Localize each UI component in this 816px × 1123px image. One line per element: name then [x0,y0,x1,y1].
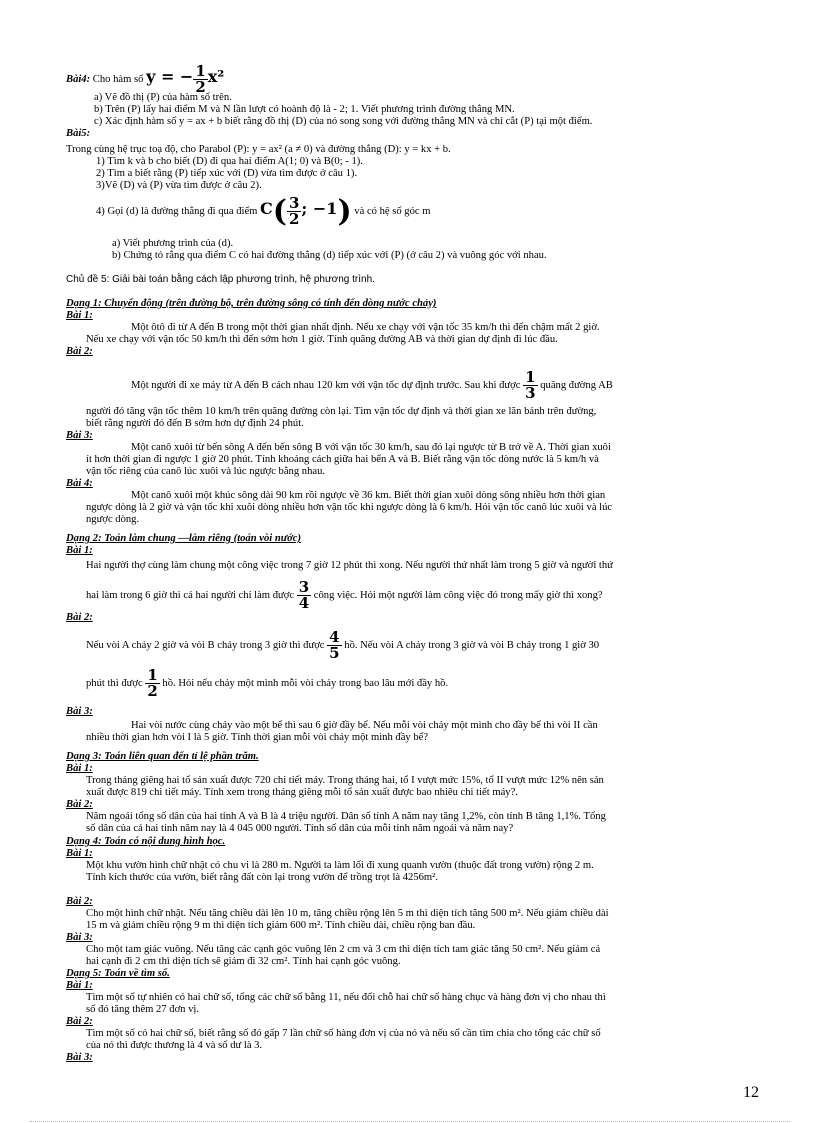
bai4-function-x2: x² [207,66,225,86]
footer-divider [30,1121,790,1122]
bai5-paren-close: ) [337,193,352,229]
dang1-bai3-l2: ít hơn thời gian đi ngược 1 giờ 20 phút. Tính khoảng cách giữa hai bến A và B. Biết rằng vận tốc dòng nước là 5 km/h và [86,454,599,465]
bai5-item-4-tail: và có hệ số góc m [354,205,431,217]
bai5-title: Bài5: [66,128,91,139]
dang3-title: Dạng 3: Toán liên quan đến tỉ lệ phần trăm. [66,751,259,762]
dang3-bai2: Bài 2: [66,799,93,810]
dang4-bai2: Bài 2: [66,896,93,907]
dang2-bai3-l2: nhiều thời gian hơn vòi I là 5 giờ. Tính thời gian mỗi vòi chảy một mình đầy bể? [86,732,429,743]
dang4-title: Dạng 4: Toán có nội dung hình học. [66,836,226,847]
dang1-bai4-l3: ngược dòng. [86,514,140,525]
dang3-bai1-l1: Trong tháng giêng hai tổ sản xuất được 720 chi tiết máy. Trong tháng hai, tổ I vượt mức 15%, tổ II vượt mức 12% nên sản [86,775,604,786]
bai5-fraction: $\frac{3}{2}$ [288,194,300,228]
dang2-title: Dạng 2: Toán làm chung —làm riêng (toán vòi nước) [66,533,302,544]
dang1-bai2-l2: người đó tăng vận tốc thêm 10 km/h trên quãng đường còn lại. Tìm vận tốc dự định và thời gian xe lăn bánh trên đường, [86,406,597,417]
dang4-bai1: Bài 1: [66,848,93,859]
dang1-title: Dạng 1: Chuyển động (trên đường bộ, trên đường sông có tính đến dòng nước chảy) [66,298,437,309]
page-number: 12 [743,1084,759,1101]
bai5-intro: Trong cùng hệ trục toạ độ, cho Parabol (P): y = ax² (a ≠ 0) và đường thẳng (D): y = kx + b. [66,144,451,155]
dang5-title: Dạng 5: Toán về tìm số. [66,968,170,979]
bai5-item-a: a) Viết phương trình của (d). [112,238,234,249]
dang5-bai1-l2: số đó tăng thêm 27 đơn vị. [86,1004,200,1015]
bai4-function-y: y = − [146,66,194,86]
dang1-bai2-l1: Một người đi xe máy từ A đến B cách nhau 120 km với vận tốc dự định trước. Sau khi được $\frac{1}{3}$ quãng đường AB [131,368,613,402]
dang2-bai2-l2: phút thì được $\frac{1}{2}$ hồ. Hỏi nếu chảy một mình mỗi vòi chảy trong bao lâu mới đầy hồ. [86,666,449,700]
dang2-bai3: Bài 3: [66,706,93,717]
bai4-item-c: c) Xác định hàm số y = ax + b biết rằng đồ thị (D) của nó song song với đường thẳng MN và chỉ cắt (P) tại một điểm. [94,116,593,127]
dang1-bai2: Bài 2: [66,346,93,357]
bai4-item-b: b) Trên (P) lấy hai điểm M và N lần lượt có hoành độ là - 2; 1. Viết phương trình đường thẳng MN. [94,104,515,115]
dang1-bai2-l3: biết rằng người đó đến B sớm hơn dự định 24 phút. [86,418,304,429]
bai4-fraction: $\frac{1}{2}$ [195,62,206,96]
dang1-bai1-l2: Nếu xe chạy với vận tốc 50 km/h thì đến sớm hơn 1 giờ. Tính quãng đường AB và thời gian dự định đi lúc đầu. [86,334,558,345]
dang1-bai4-l2: ngược dòng là 2 giờ và vận tốc khi xuôi dòng nhiều hơn vận tốc khi ngược dòng là 6 km/h. Hỏi vận tốc canô lúc xuôi và lúc [86,502,613,513]
dang1-bai1: Bài 1: [66,310,93,321]
chude5-heading: Chủ đề 5: Giải bài toán bằng cách lập phương trình, hệ phương trình. [66,274,375,285]
dang2-bai3-l1: Hai vòi nước cùng chảy vào một bể thì sau 6 giờ đầy bể. Nếu mỗi vòi chảy một mình cho đầy bể thì vòi II cần [131,720,598,731]
dang2-bai2-fraction-b: $\frac{1}{2}$ [147,666,158,700]
dang3-bai1-l2: xuất được 819 chi tiết máy. Tính xem trong tháng giêng mỗi tổ sản xuất được bao nhiêu chi tiết máy?. [86,787,518,798]
dang4-bai3: Bài 3: [66,932,93,943]
dang1-bai3: Bài 3: [66,430,93,441]
dang2-bai2-l1: Nếu vòi A chảy 2 giờ và vòi B chảy trong 3 giờ thì được $\frac{4}{5}$ hồ. Nếu vòi A chảy trong 3 giờ và vòi B chảy trong 1 giờ 30 [86,628,600,662]
dang1-bai2-fraction: $\frac{1}{3}$ [525,368,536,402]
dang2-bai2-fraction-a: $\frac{4}{5}$ [329,628,340,662]
bai5-item-1: 1) Tìm k và b cho biết (D) đi qua hai điểm A(1; 0) và B(0; - 1). [96,156,363,167]
dang4-bai1-l2: Tính kích thước của vườn, biết rằng đất còn lại trong vườn để trồng trọt là 4256m². [86,872,438,883]
bai4-title: Bài4: [66,73,91,85]
bai5-item-3: 3)Vẽ (D) và (P) vừa tìm được ở câu 2). [96,180,262,191]
dang1-bai3-l3: vận tốc riêng của canô lúc xuôi và lúc ngược bằng nhau. [86,466,326,477]
bai5-paren-open: ( [272,193,287,229]
dang3-bai2-l2: số dân của cả hai tỉnh năm nay là 4 045 000 người. Tính số dân của mỗi tỉnh năm ngoái và năm nay? [86,823,514,834]
dang5-bai2-l1: Tìm một số có hai chữ số, biết rằng số đó gấp 7 lần chữ số hàng đơn vị của nó và nếu số cần tìm chia cho tổng các chữ số [86,1028,601,1039]
bai4-intro: Cho hàm số [92,73,144,85]
bai5-item-4-text: 4) Gọi (d) là đường thẳng đi qua điểm [96,205,258,217]
dang2-bai1-l1: Hai người thợ cùng làm chung một công việc trong 7 giờ 12 phút thì xong. Nếu người thứ nhất làm trong 5 giờ và người thứ [86,560,613,571]
dang4-bai3-l1: Cho một tam giác vuông. Nếu tăng các cạnh góc vuông lên 2 cm và 3 cm thì diện tích tam giác tăng 50 cm². Nếu giảm cả [86,944,601,955]
bai4-item-a: a) Vẽ đồ thị (P) của hàm số trên. [94,92,232,103]
bai5-item-b: b) Chứng tỏ rằng qua điểm C có hai đường thẳng (d) tiếp xúc với (P) (ở câu 2) và vuông góc với nhau. [112,250,547,261]
dang5-bai2: Bài 2: [66,1016,93,1027]
dang4-bai2-l1: Cho một hình chữ nhật. Nếu tăng chiều dài lên 10 m, tăng chiều rộng lên 5 m thì diện tích tăng 500 m². Nếu giảm chiều dài [86,908,609,919]
dang2-bai1-fraction: $\frac{3}{4}$ [298,578,310,612]
dang2-bai1: Bài 1: [66,545,93,556]
dang2-bai2: Bài 2: [66,612,93,623]
dang4-bai3-l2: hai cạnh đi 2 cm thì diện tích sẽ giảm đi 32 cm². Tính hai cạnh góc vuông. [86,956,401,967]
dang4-bai1-l1: Một khu vườn hình chữ nhật có chu vi là 280 m. Người ta làm lối đi xung quanh vườn (thuộc đất trong vườn) rộng 2 m. [86,860,594,871]
dang1-bai3-l1: Một canô xuôi từ bến sông A đến bến sông B với vận tốc 30 km/h, sau đó lại ngược từ B trở về A. Thời gian xuôi [131,442,611,453]
dang5-bai3: Bài 3: [66,1052,93,1063]
dang2-bai1-l2: hai làm trong 6 giờ thì cả hai người chỉ làm được $\frac{3}{4}$ công việc. Hỏi một người làm công việc đó trong mấy giờ thì xong? [86,578,603,612]
dang5-bai2-l2: của nó thì được thương là 4 và số dư là 3. [86,1040,263,1051]
bai5-point-y: ; −1 [301,198,338,218]
bai4-heading-line [66,64,224,95]
dang3-bai1: Bài 1: [66,763,93,774]
dang1-bai1-l1: Một ôtô đi từ A đến B trong một thời gian nhất định. Nếu xe chạy với vận tốc 35 km/h thì đến chậm mất 2 giờ. [131,322,600,333]
dang1-bai4: Bài 4: [66,478,93,489]
dang4-bai2-l2: 15 m và giảm chiều rộng 9 m thì diện tích giảm 600 m². Tính chiều dài, chiều rộng ban đầu. [86,920,476,931]
bai5-item-2: 2) Tìm a biết rằng (P) tiếp xúc với (D) vừa tìm được ở câu 1). [96,168,358,179]
dang1-bai4-l1: Một canô xuôi một khúc sông dài 90 km rồi ngược về 36 km. Biết thời gian xuôi dòng sông nhiều hơn thời gian [131,490,606,501]
dang5-bai1: Bài 1: [66,980,93,991]
dang3-bai2-l1: Năm ngoái tổng số dân của hai tỉnh A và B là 4 triệu người. Dân số tỉnh A năm nay tăng 1,2%, còn tỉnh B tăng 1,1%. Tổng [86,811,606,822]
dang5-bai1-l1: Tìm một số tự nhiên có hai chữ số, tổng các chữ số bằng 11, nếu đổi chỗ hai chữ số hàng chục và hàng đơn vị cho nhau thì [86,992,606,1003]
bai5-point-c: C [260,198,273,218]
bai5-item-4 [96,193,431,229]
